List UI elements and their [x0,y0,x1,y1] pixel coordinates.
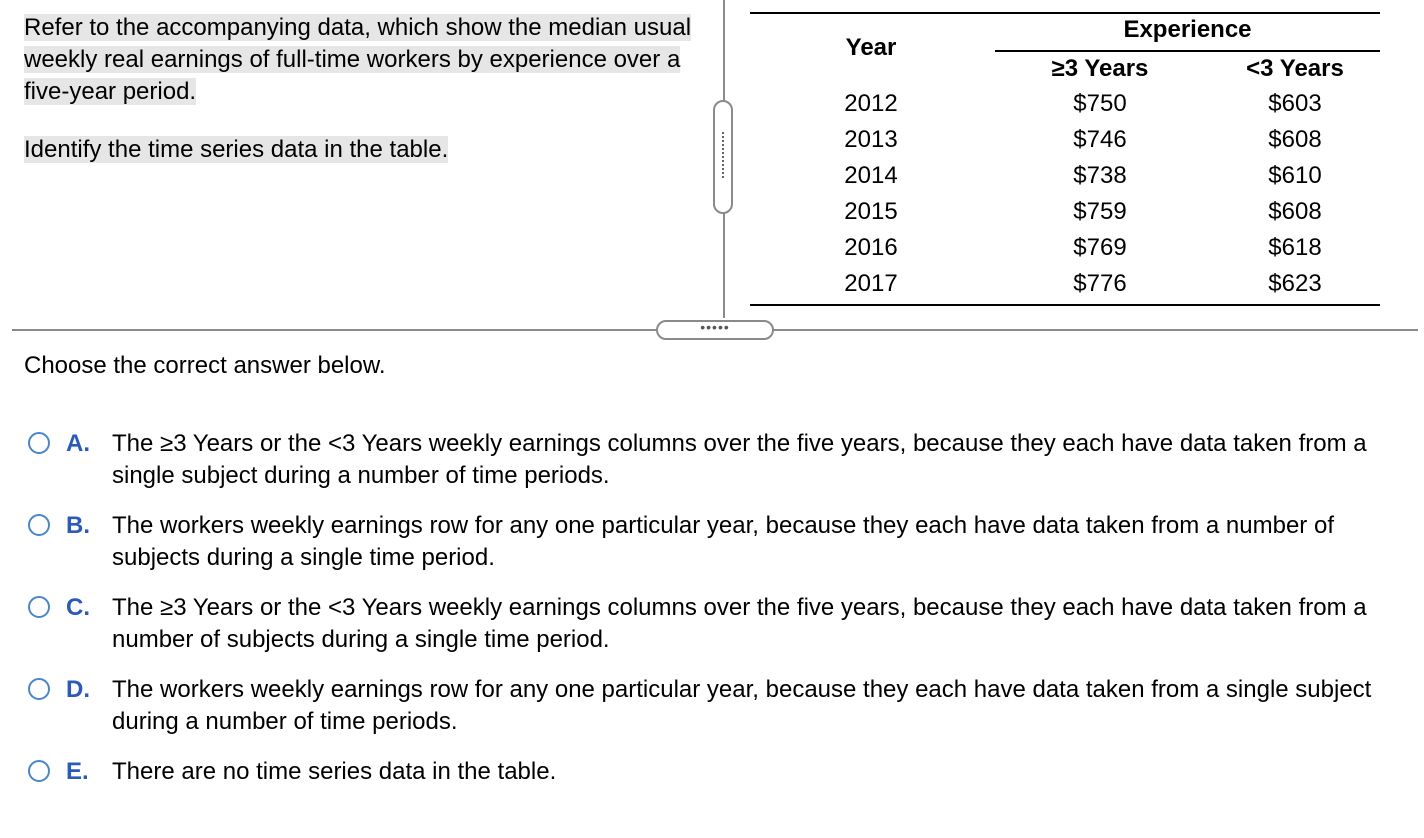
table-rule-mid [995,50,1380,52]
experience-header: Experience [1123,16,1252,43]
lt3-years-header: <3 Years [1246,55,1344,82]
radio-button-d[interactable] [28,678,50,700]
year-header: Year [845,34,897,61]
answer-options [28,428,1408,788]
table-rule-top [750,12,1380,14]
option-b[interactable]: B. The workers weekly earnings row for any one particular year, because they each have data taken from a number of subjects during a single time period. [28,510,1408,574]
answer-prompt: Choose the correct answer below. [24,352,386,379]
ge3-years-header: ≥3 Years [1051,55,1149,82]
grip-dots-icon: ••••• [700,319,730,335]
grip-dots-icon [722,132,726,178]
radio-button-e[interactable] [28,760,50,782]
horizontal-resize-handle[interactable] [656,320,774,340]
radio-button-c[interactable] [28,596,50,618]
question-paragraph-1: Refer to the accompanying data, which show the median usual weekly real earnings of full-time workers by experience over a five-year period. [24,14,692,105]
question-paragraph-2: Identify the time series data in the table. [24,136,449,163]
option-c[interactable]: C. The ≥3 Years or the <3 Years weekly earnings columns over the five years, because they each have data taken from a number of subjects during a single time period. [28,592,1408,656]
vertical-resize-handle[interactable] [713,100,733,214]
radio-button-a[interactable] [28,432,50,454]
radio-button-b[interactable] [28,514,50,536]
question-text [24,12,696,166]
option-d[interactable]: D. The workers weekly earnings row for any one particular year, because they each have data taken from a single subject during a number of time periods. [28,674,1408,738]
table-rule-bottom [750,304,1380,306]
option-e[interactable]: E. There are no time series data in the table. [28,756,1408,788]
option-a[interactable]: A. The ≥3 Years or the <3 Years weekly earnings columns over the five years, because they each have data taken from a single subject during a number of time periods. [28,428,1408,492]
